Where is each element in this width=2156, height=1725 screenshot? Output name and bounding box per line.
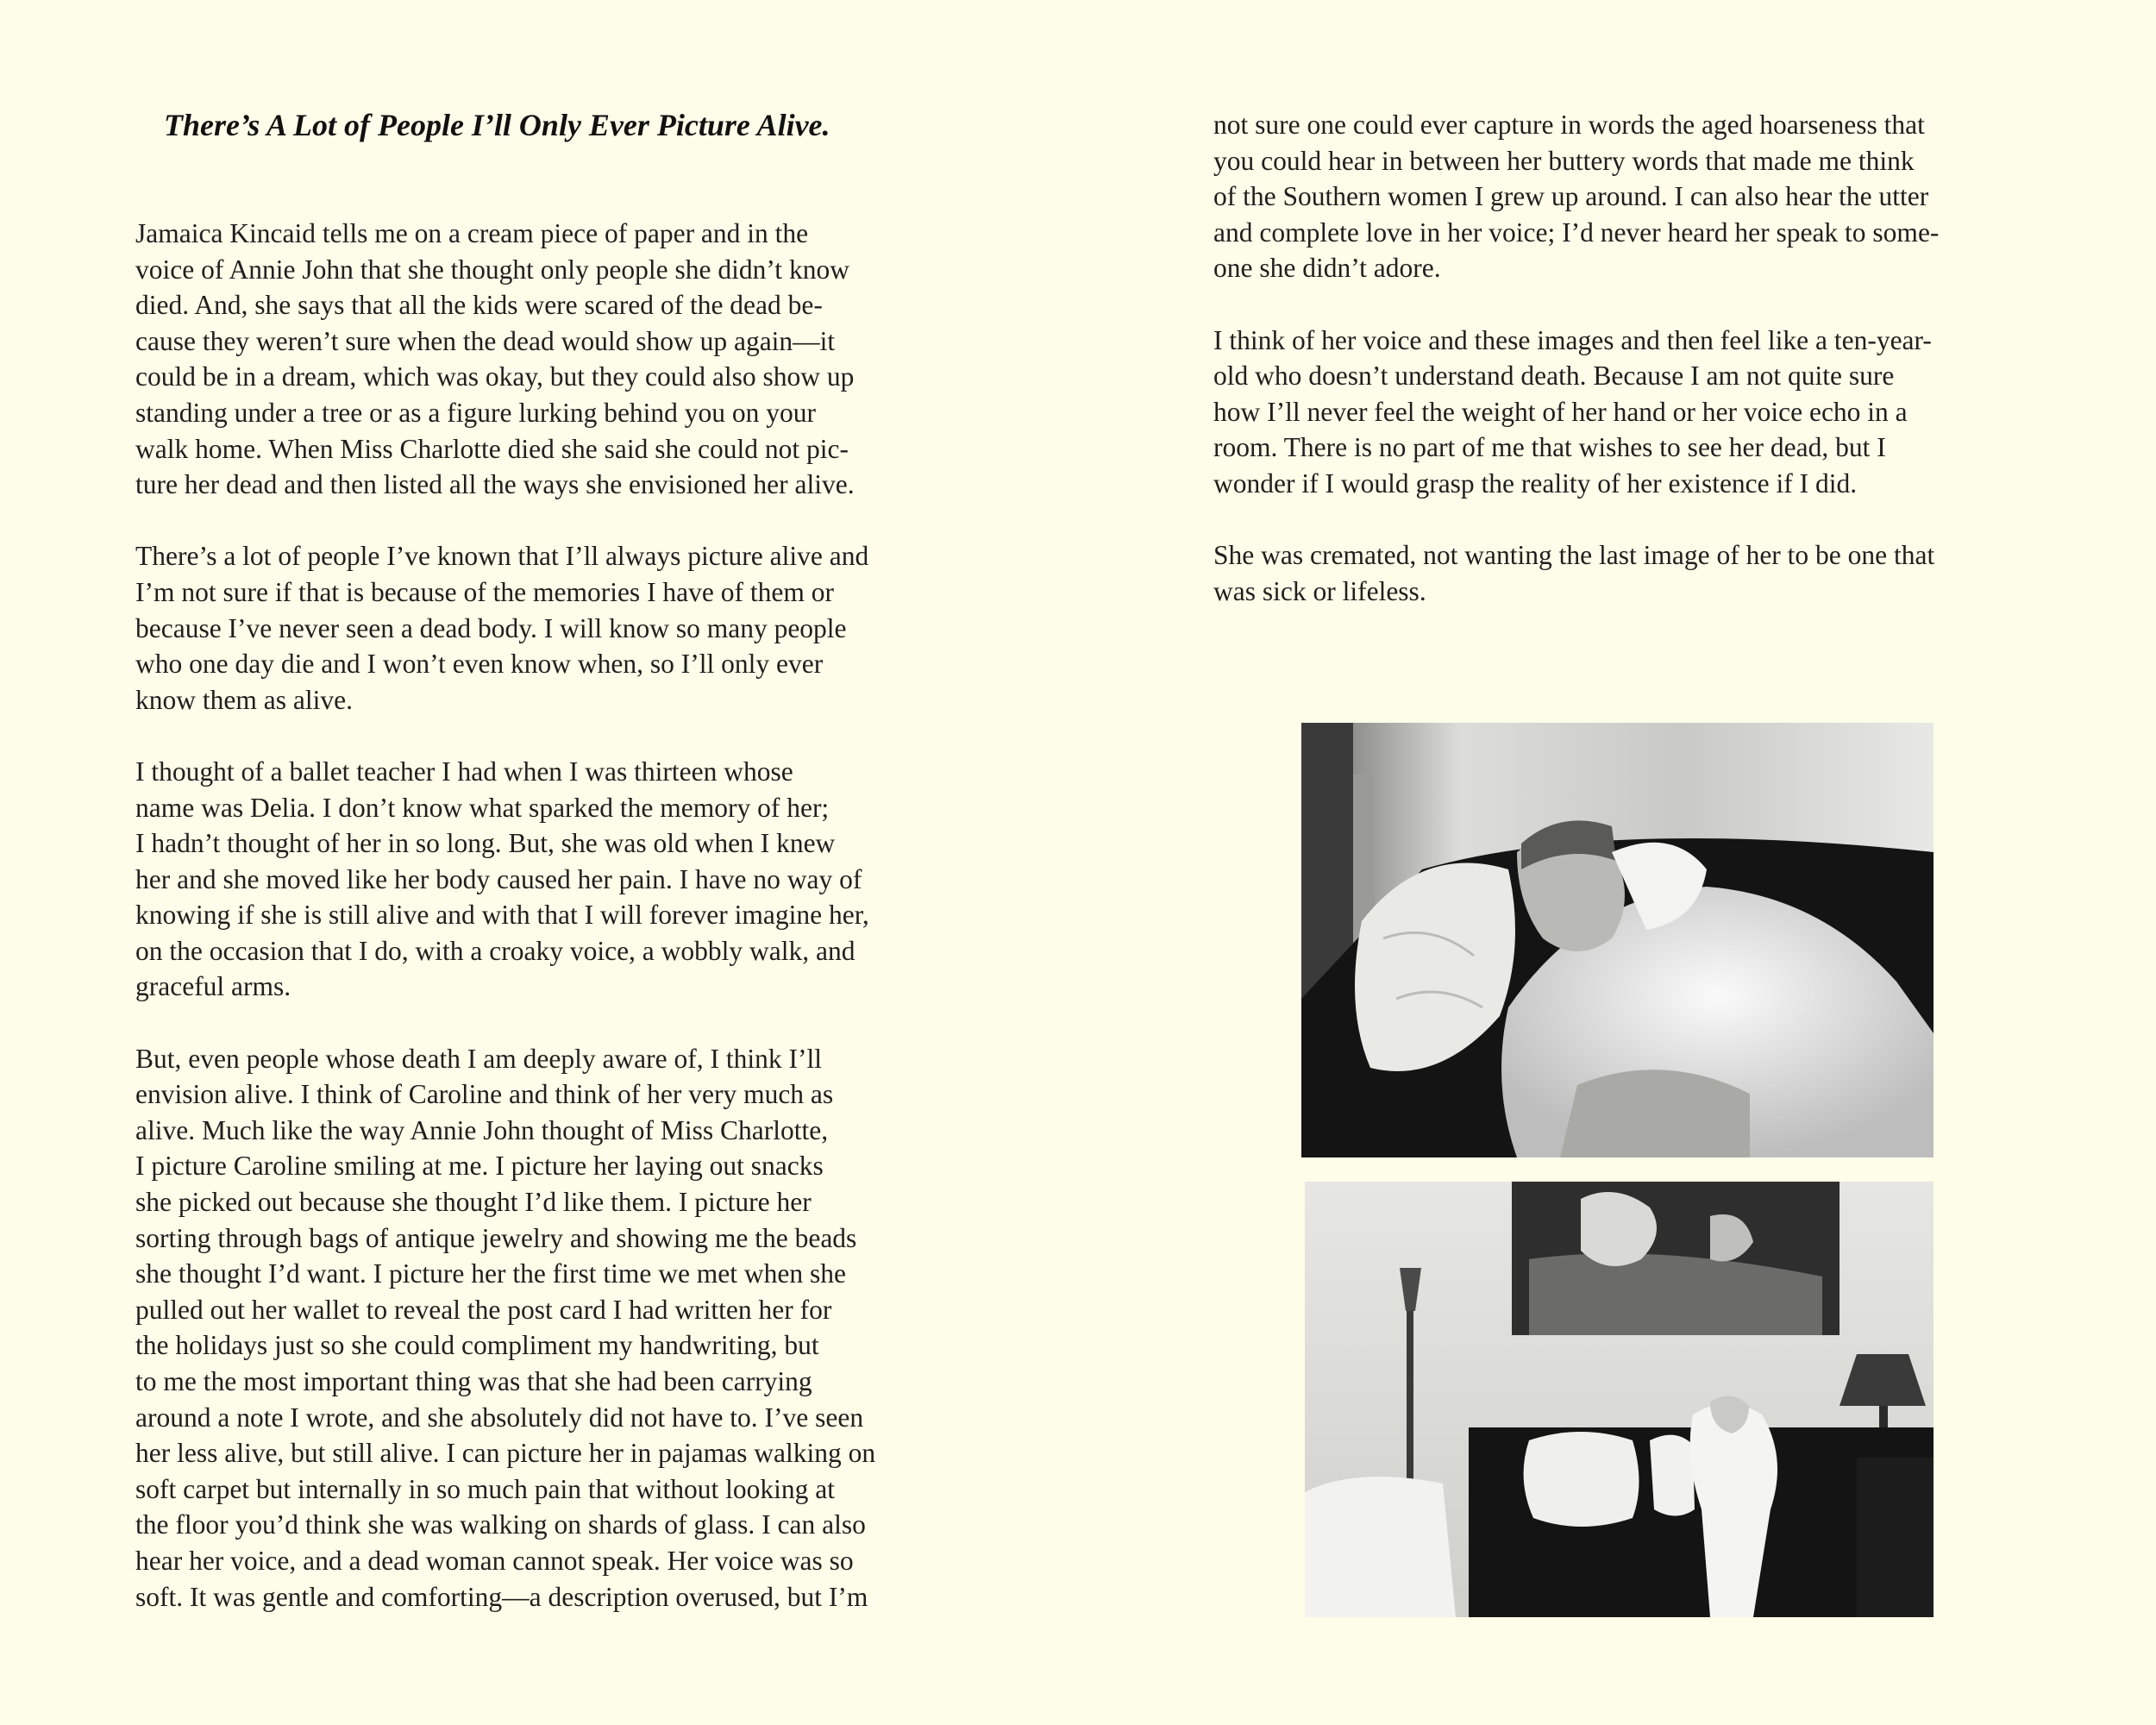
text-line: wonder if I would grasp the reality of her existence if I did. (1213, 467, 1858, 499)
text-line: pulled out her wallet to reveal the post card I had written her for (135, 1294, 832, 1325)
text-line: of the Southern women I grew up around. I can also hear the utter (1213, 181, 1929, 212)
text-line: alive. Much like the way Annie John thought of Miss Charlotte, (135, 1114, 829, 1145)
photo-woman-reclining (1301, 723, 1934, 1157)
text-line: to me the most important thing was that she had been carrying (135, 1366, 812, 1396)
photo-living-room-couch (1305, 1182, 1934, 1617)
text-line: the holidays just so she could compliment my handwriting, but (135, 1330, 819, 1361)
left-text-column (135, 216, 946, 1651)
text-line: graceful arms. (135, 971, 291, 1002)
paragraph (135, 538, 946, 718)
essay-title: There’s A Lot of People I’ll Only Ever Picture Alive. (164, 108, 830, 142)
text-line: I picture Caroline smiling at me. I picture her laying out snacks (135, 1151, 824, 1182)
right-page (1078, 0, 2156, 1725)
text-line: name was Delia. I don’t know what sparked the memory of her; (135, 792, 830, 823)
text-line: her less alive, but still alive. I can picture her in pajamas walking on (135, 1438, 876, 1469)
text-line: died. And, she says that all the kids were scared of the dead be- (135, 290, 823, 321)
text-line: But, even people whose death I am deeply aware of, I think I’ll (135, 1043, 822, 1074)
text-line: cause they weren’t sure when the dead would show up again—it (135, 325, 836, 356)
text-line: could be in a dream, which was okay, but they could also show up (135, 361, 855, 392)
text-line: I’m not sure if that is because of the memories I have of them or (135, 576, 834, 607)
paragraph (135, 216, 946, 503)
text-line: not sure one could ever capture in words the aged hoarseness that (1213, 110, 1925, 140)
text-line: voice of Annie John that she thought only people she didn’t know (135, 254, 849, 285)
text-line: room. There is no part of me that wishes to see her dead, but I (1213, 432, 1886, 463)
text-line: know them as alive. (135, 684, 353, 715)
text-line: hear her voice, and a dead woman cannot speak. Her voice was so (135, 1545, 854, 1576)
text-line: you could hear in between her buttery words that made me think (1213, 145, 1915, 176)
paragraph (135, 1041, 946, 1615)
text-line: how I’ll never feel the weight of her hand or her voice echo in a (1213, 396, 1908, 427)
text-line: walk home. When Miss Charlotte died she said she could not pic- (135, 433, 849, 464)
text-line: knowing if she is still alive and with that I will forever imagine her, (135, 900, 869, 931)
text-line: and complete love in her voice; I’d never heard her speak to some- (1213, 216, 1940, 248)
text-line: sorting through bags of antique jewelry and showing me the beads (135, 1222, 857, 1253)
text-line: standing under a tree or as a figure lurking behind you on your (135, 397, 817, 428)
text-line: soft carpet but internally in so much pain that without looking at (135, 1473, 835, 1504)
text-line: she thought I’d want. I picture her the first time we met when she (135, 1258, 847, 1289)
text-line: She was cremated, not wanting the last image of her to be one that (1213, 540, 1935, 571)
text-line: soft. It was gentle and comforting—a description overused, but I’m (135, 1581, 868, 1612)
text-line: one she didn’t adore. (1213, 253, 1441, 284)
text-line: There’s a lot of people I’ve known that I’ll always picture alive and (135, 541, 869, 572)
text-line: the floor you’d think she was walking on shards of glass. I can also (135, 1509, 866, 1540)
paragraph (1213, 107, 2024, 286)
text-line: was sick or lifeless. (1213, 575, 1426, 606)
text-line: I hadn’t thought of her in so long. But, she was old when I knew (135, 828, 836, 859)
text-line: old who doesn’t understand death. Because I am not quite sure (1213, 361, 1895, 392)
text-line: she picked out because she thought I’d like them. I picture her (135, 1187, 812, 1218)
text-line: around a note I wrote, and she absolutely did not have to. I’ve seen (135, 1402, 864, 1433)
text-line: Jamaica Kincaid tells me on a cream piece of paper and in the (135, 218, 809, 248)
text-line: I thought of a ballet teacher I had when I was thirteen whose (135, 756, 793, 787)
paragraph (1213, 323, 2024, 502)
text-line: who one day die and I won’t even know when, so I’ll only ever (135, 649, 824, 680)
paragraph (135, 754, 946, 1005)
right-text-column (1213, 107, 2024, 645)
text-line: I think of her voice and these images and then feel like a ten-year- (1213, 324, 1932, 355)
text-line: her and she moved like her body caused her pain. I have no way of (135, 863, 862, 894)
paragraph (1213, 537, 2024, 609)
text-line: because I’ve never seen a dead body. I will know so many people (135, 612, 847, 643)
text-line: ture her dead and then listed all the ways she envisioned her alive. (135, 469, 855, 500)
text-line: on the occasion that I do, with a croaky voice, a wobbly walk, and (135, 935, 856, 966)
text-line: envision alive. I think of Caroline and think of her very much as (135, 1079, 834, 1110)
